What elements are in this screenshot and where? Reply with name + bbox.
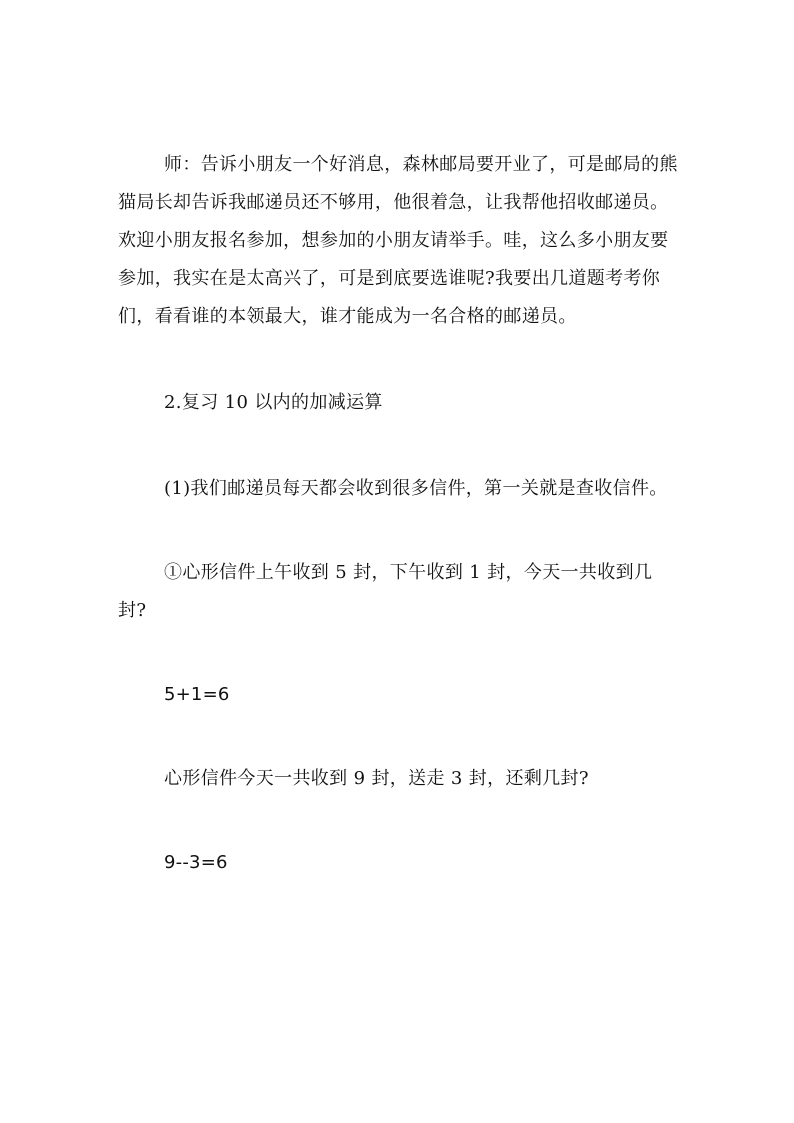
- section-heading: 2.复习 10 以内的加减运算: [164, 392, 383, 413]
- document-content: [118, 146, 678, 882]
- equation-1: 5+1=6: [164, 684, 230, 705]
- question-item-2: 心形信件今天一共收到 9 封，送走 3 封，还剩几封?: [164, 768, 589, 789]
- question-paragraph: (1)我们邮递员每天都会收到很多信件，第一关就是查收信件。: [164, 478, 668, 499]
- intro-paragraph: 师：告诉小朋友一个好消息，森林邮局要开业了，可是邮局的熊猫局长却告诉我邮递员还不够用，他很着急，让我帮他招收邮递员。欢迎小朋友报名参加，想参加的小朋友请举手。哇，这么多小朋友要参加，我实在是太高兴了，可是到底要选谁呢?我要出几道题考考你们，看看谁的本领最大，谁才能成为一名合格的邮递员。: [118, 154, 678, 327]
- equation-2: 9--3=6: [164, 852, 228, 873]
- question-item-1: ①心形信件上午收到 5 封，下午收到 1 封，今天一共收到几封?: [118, 562, 653, 621]
